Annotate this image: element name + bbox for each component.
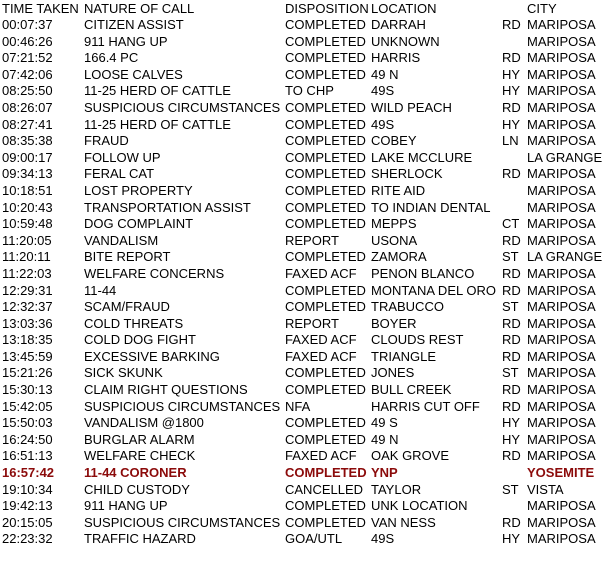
table-row [0, 100, 614, 117]
city-cell: MARIPOSA [527, 99, 596, 115]
time-cell: 08:26:07 [2, 99, 53, 115]
city-cell: LA GRANGE [527, 249, 603, 265]
time-cell: 11:20:11 [2, 249, 51, 265]
street-suffix-cell: ST [502, 299, 519, 315]
table-row [0, 166, 614, 183]
nature-of-call-cell: FOLLOW UP [84, 149, 161, 165]
street-suffix-cell: HY [502, 83, 521, 99]
city-cell: MARIPOSA [527, 265, 596, 281]
time-cell: 00:46:26 [2, 33, 53, 49]
location-cell: DARRAH [371, 17, 426, 32]
header-nature-of-call: NATURE OF CALL [84, 1, 195, 16]
time-cell: 11:20:05 [2, 232, 52, 248]
city-cell: VISTA [527, 481, 564, 497]
time-cell: 00:07:37 [2, 17, 53, 32]
table-row [0, 382, 614, 399]
time-cell: 16:24:50 [2, 431, 53, 447]
street-suffix-cell: HY [502, 116, 521, 132]
location-cell: OAK GROVE [371, 448, 450, 464]
time-cell: 07:42:06 [2, 66, 53, 82]
street-suffix-cell: ST [502, 249, 519, 265]
disposition-cell: COMPLETED [285, 133, 366, 149]
location-cell: COBEY [371, 133, 417, 149]
time-cell: 15:42:05 [2, 398, 53, 414]
time-cell: 15:21:26 [2, 365, 53, 381]
location-cell: PENON BLANCO [371, 265, 475, 281]
time-cell: 11:22:03 [2, 265, 52, 281]
disposition-cell: REPORT [285, 315, 339, 331]
table-body [0, 17, 614, 548]
table-row [0, 515, 614, 532]
location-cell: 49 N [371, 66, 399, 82]
city-cell: MARIPOSA [527, 33, 596, 49]
location-cell: MONTANA DEL ORO [371, 282, 496, 298]
street-suffix-cell: HY [502, 66, 521, 82]
table-row [0, 349, 614, 366]
time-cell: 15:30:13 [2, 382, 53, 398]
location-cell: JONES [371, 365, 415, 381]
time-cell: 13:03:36 [2, 315, 53, 331]
table-row [0, 117, 614, 134]
nature-of-call-cell: CITIZEN ASSIST [84, 17, 184, 32]
nature-of-call-cell: SUSPICIOUS CIRCUMSTANCES [84, 514, 281, 530]
nature-of-call-cell: EXCESSIVE BARKING [84, 348, 220, 364]
street-suffix-cell: RD [502, 448, 521, 464]
location-cell: MEPPS [371, 216, 417, 232]
time-cell: 10:59:48 [2, 216, 53, 232]
disposition-cell: COMPLETED [285, 299, 366, 315]
table-row [0, 465, 614, 482]
disposition-cell: CANCELLED [285, 481, 364, 497]
city-cell: LA GRANGE [527, 149, 603, 165]
city-cell: MARIPOSA [527, 498, 596, 514]
nature-of-call-cell: COLD THREATS [84, 315, 184, 331]
disposition-cell: COMPLETED [285, 415, 366, 431]
city-cell: MARIPOSA [527, 216, 596, 232]
table-row [0, 266, 614, 283]
location-cell: BULL CREEK [371, 382, 452, 398]
city-cell: MARIPOSA [527, 199, 596, 215]
nature-of-call-cell: VANDALISM @1800 [84, 415, 204, 431]
disposition-cell: COMPLETED [285, 365, 366, 381]
nature-of-call-cell: BITE REPORT [84, 249, 171, 265]
location-cell: VAN NESS [371, 514, 436, 530]
street-suffix-cell: HY [502, 531, 521, 547]
disposition-cell: COMPLETED [285, 514, 366, 530]
disposition-cell: COMPLETED [285, 166, 366, 182]
header-time-taken: TIME TAKEN [2, 1, 79, 16]
table-row [0, 365, 614, 382]
street-suffix-cell: HY [502, 431, 521, 447]
location-cell: TAYLOR [371, 481, 422, 497]
location-cell: ZAMORA [371, 249, 427, 265]
nature-of-call-cell: CLAIM RIGHT QUESTIONS [84, 382, 248, 398]
nature-of-call-cell: SICK SKUNK [84, 365, 163, 381]
nature-of-call-cell: COLD DOG FIGHT [84, 332, 196, 348]
nature-of-call-cell: SUSPICIOUS CIRCUMSTANCES [84, 398, 281, 414]
table-row [0, 233, 614, 250]
time-cell: 12:29:31 [2, 282, 53, 298]
city-cell: MARIPOSA [527, 282, 596, 298]
location-cell: USONA [371, 232, 418, 248]
location-cell: SHERLOCK [371, 166, 443, 182]
table-row [0, 432, 614, 449]
city-cell: MARIPOSA [527, 531, 596, 547]
street-suffix-cell: RD [502, 315, 521, 331]
location-cell: BOYER [371, 315, 417, 331]
time-cell: 19:10:34 [2, 481, 53, 497]
time-cell: 12:32:37 [2, 299, 53, 315]
time-cell: 10:20:43 [2, 199, 53, 215]
table-row [0, 316, 614, 333]
city-cell: MARIPOSA [527, 398, 596, 414]
table-row [0, 249, 614, 266]
city-cell: MARIPOSA [527, 448, 596, 464]
nature-of-call-cell: 911 HANG UP [84, 33, 168, 49]
city-cell: MARIPOSA [527, 299, 596, 315]
city-cell: MARIPOSA [527, 348, 596, 364]
table-row [0, 482, 614, 499]
table-row [0, 50, 614, 67]
table-row [0, 415, 614, 432]
nature-of-call-cell: 911 HANG UP [84, 498, 168, 514]
table-header [0, 0, 614, 17]
nature-of-call-cell: CHILD CUSTODY [84, 481, 190, 497]
nature-of-call-cell: TRANSPORTATION ASSIST [84, 199, 251, 215]
disposition-cell: COMPLETED [285, 199, 366, 215]
table-row [0, 216, 614, 233]
disposition-cell: COMPLETED [285, 382, 366, 398]
table-row [0, 200, 614, 217]
nature-of-call-cell: DOG COMPLAINT [84, 216, 194, 232]
street-suffix-cell: RD [502, 398, 521, 414]
nature-of-call-cell: SCAM/FRAUD [84, 299, 170, 315]
location-cell: TRIANGLE [371, 348, 437, 364]
street-suffix-cell: RD [502, 50, 521, 66]
header-location: LOCATION [371, 1, 437, 16]
nature-of-call-cell: FERAL CAT [84, 166, 155, 182]
location-cell: HARRIS CUT OFF [371, 398, 480, 414]
street-suffix-cell: RD [502, 99, 521, 115]
city-cell: MARIPOSA [527, 133, 596, 149]
disposition-cell: FAXED ACF [285, 348, 357, 364]
location-cell: WILD PEACH [371, 99, 452, 115]
disposition-cell: FAXED ACF [285, 265, 357, 281]
disposition-cell: TO CHP [285, 83, 334, 99]
disposition-cell: REPORT [285, 232, 339, 248]
street-suffix-cell: RD [502, 514, 521, 530]
time-cell: 16:51:13 [2, 448, 53, 464]
disposition-cell: FAXED ACF [285, 332, 357, 348]
city-cell: MARIPOSA [527, 415, 596, 431]
table-row [0, 283, 614, 300]
city-cell: MARIPOSA [527, 66, 596, 82]
nature-of-call-cell: LOOSE CALVES [84, 66, 183, 82]
street-suffix-cell: RD [502, 166, 521, 182]
street-suffix-cell: RD [502, 348, 521, 364]
disposition-cell: COMPLETED [285, 282, 366, 298]
table-row [0, 34, 614, 51]
street-suffix-cell: RD [502, 17, 521, 32]
street-suffix-cell: HY [502, 415, 521, 431]
nature-of-call-cell: 11-44 [84, 282, 117, 298]
time-cell: 10:18:51 [2, 182, 53, 198]
city-cell: MARIPOSA [527, 431, 596, 447]
city-cell: MARIPOSA [527, 232, 596, 248]
time-cell: 13:45:59 [2, 348, 53, 364]
city-cell: MARIPOSA [527, 83, 596, 99]
location-cell: RITE AID [371, 182, 426, 198]
location-cell: UNKNOWN [371, 33, 440, 49]
nature-of-call-cell: TRAFFIC HAZARD [84, 531, 196, 547]
street-suffix-cell: CT [502, 216, 520, 232]
city-cell: MARIPOSA [527, 365, 596, 381]
street-suffix-cell: ST [502, 365, 519, 381]
street-suffix-cell: RD [502, 232, 521, 248]
disposition-cell: FAXED ACF [285, 448, 357, 464]
time-cell: 08:35:38 [2, 133, 53, 149]
time-cell: 09:00:17 [2, 149, 53, 165]
table-row [0, 299, 614, 316]
street-suffix-cell: ST [502, 481, 519, 497]
location-cell: 49 S [371, 415, 398, 431]
nature-of-call-cell: LOST PROPERTY [84, 182, 193, 198]
city-cell: MARIPOSA [527, 382, 596, 398]
street-suffix-cell: RD [502, 382, 521, 398]
disposition-cell: COMPLETED [285, 50, 366, 66]
table-row [0, 150, 614, 167]
city-cell: YOSEMITE [527, 465, 595, 481]
table-row [0, 17, 614, 34]
time-cell: 13:18:35 [2, 332, 53, 348]
disposition-cell: COMPLETED [285, 249, 366, 265]
location-cell: CLOUDS REST [371, 332, 464, 348]
nature-of-call-cell: VANDALISM [84, 232, 159, 248]
city-cell: MARIPOSA [527, 182, 596, 198]
table-row [0, 399, 614, 416]
street-suffix-cell: RD [502, 265, 521, 281]
time-cell: 15:50:03 [2, 415, 53, 431]
location-cell: TRABUCCO [371, 299, 444, 315]
street-suffix-cell: RD [502, 282, 521, 298]
nature-of-call-cell: WELFARE CONCERNS [84, 265, 225, 281]
nature-of-call-cell: 11-25 HERD OF CATTLE [84, 116, 231, 132]
location-cell: 49S [371, 83, 395, 99]
street-suffix-cell: RD [502, 332, 521, 348]
location-cell: TO INDIAN DENTAL [371, 199, 491, 215]
table-row [0, 531, 614, 548]
time-cell: 09:34:13 [2, 166, 53, 182]
location-cell: 49 N [371, 431, 399, 447]
time-cell: 08:25:50 [2, 83, 53, 99]
table-row [0, 498, 614, 515]
disposition-cell: COMPLETED [285, 33, 366, 49]
header-city: CITY [527, 1, 557, 16]
table-row [0, 332, 614, 349]
city-cell: MARIPOSA [527, 166, 596, 182]
time-cell: 19:42:13 [2, 498, 53, 514]
disposition-cell: COMPLETED [285, 216, 366, 232]
city-cell: MARIPOSA [527, 514, 596, 530]
city-cell: MARIPOSA [527, 315, 596, 331]
table-row [0, 67, 614, 84]
disposition-cell: COMPLETED [285, 149, 366, 165]
nature-of-call-cell: 11-25 HERD OF CATTLE [84, 83, 231, 99]
location-cell: 49S [371, 116, 395, 132]
nature-of-call-cell: WELFARE CHECK [84, 448, 196, 464]
table-row [0, 183, 614, 200]
table-row [0, 133, 614, 150]
time-cell: 07:21:52 [2, 50, 53, 66]
time-cell: 16:57:42 [2, 465, 55, 481]
header-disposition: DISPOSITION [285, 1, 369, 16]
disposition-cell: GOA/UTL [285, 531, 343, 547]
nature-of-call-cell: 166.4 PC [84, 50, 139, 66]
table-row [0, 448, 614, 465]
disposition-cell: COMPLETED [285, 99, 366, 115]
city-cell: MARIPOSA [527, 50, 596, 66]
nature-of-call-cell: SUSPICIOUS CIRCUMSTANCES [84, 99, 281, 115]
location-cell: LAKE MCCLURE [371, 149, 473, 165]
disposition-cell: COMPLETED [285, 498, 366, 514]
table-row [0, 83, 614, 100]
city-cell: MARIPOSA [527, 116, 596, 132]
disposition-cell: COMPLETED [285, 66, 366, 82]
disposition-cell: COMPLETED [285, 17, 366, 32]
nature-of-call-cell: BURGLAR ALARM [84, 431, 195, 447]
city-cell: MARIPOSA [527, 332, 596, 348]
disposition-cell: NFA [285, 398, 311, 414]
location-cell: UNK LOCATION [371, 498, 468, 514]
location-cell: 49S [371, 531, 395, 547]
street-suffix-cell: LN [502, 133, 519, 149]
nature-of-call-cell: 11-44 CORONER [84, 465, 187, 481]
disposition-cell: COMPLETED [285, 465, 367, 481]
disposition-cell: COMPLETED [285, 116, 366, 132]
disposition-cell: COMPLETED [285, 182, 366, 198]
time-cell: 20:15:05 [2, 514, 53, 530]
disposition-cell: COMPLETED [285, 431, 366, 447]
nature-of-call-cell: FRAUD [84, 133, 129, 149]
location-cell: YNP [371, 465, 398, 481]
location-cell: HARRIS [371, 50, 421, 66]
city-cell: MARIPOSA [527, 17, 596, 32]
time-cell: 08:27:41 [2, 116, 53, 132]
time-cell: 22:23:32 [2, 531, 53, 547]
